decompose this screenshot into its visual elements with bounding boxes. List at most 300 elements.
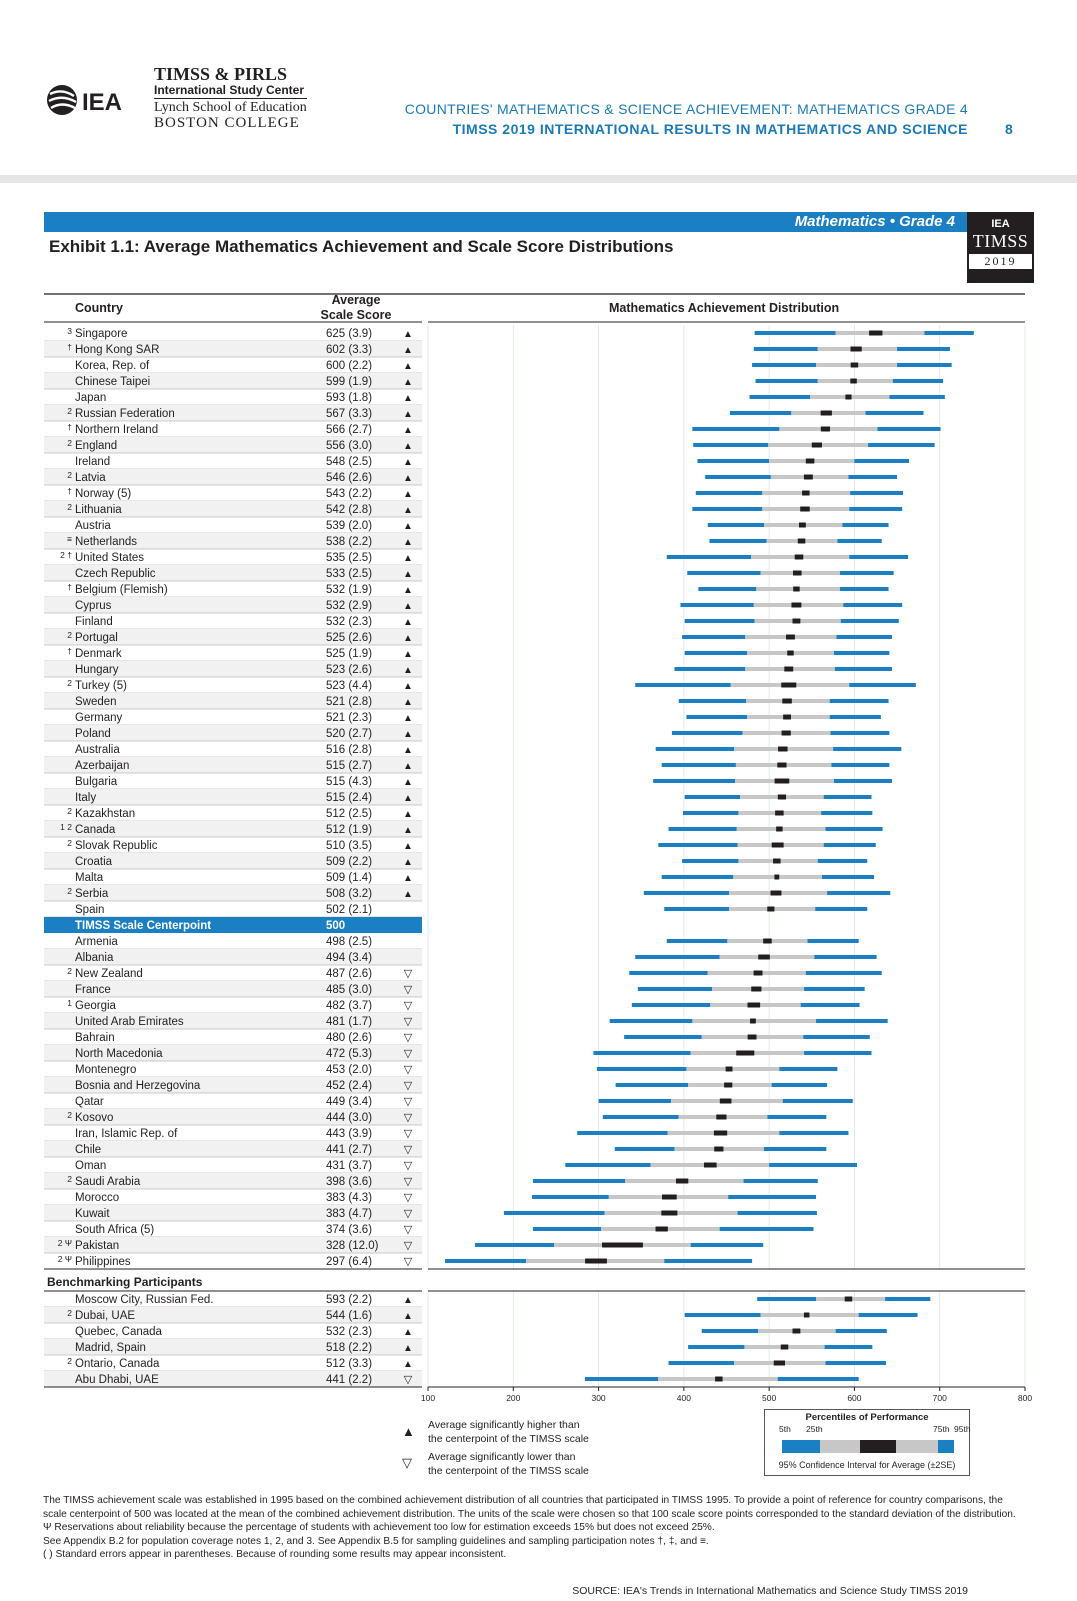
triangle-up-icon: ▲ — [403, 473, 413, 484]
bar-p5-p25 — [669, 1361, 735, 1365]
ci-average-marker — [869, 331, 882, 336]
x-tick-label: 400 — [676, 1393, 691, 1403]
average-header-line-2: Scale Score — [320, 308, 392, 322]
average-score: 533 (2.5) — [326, 568, 373, 580]
country-name: Morocco — [75, 1192, 120, 1204]
country-name: North Macedonia — [75, 1048, 163, 1060]
average-score: 542 (2.8) — [326, 504, 373, 516]
row-note: 2 — [67, 470, 72, 480]
bar-p5-p25 — [692, 427, 779, 431]
country-name: Denmark — [75, 648, 122, 660]
ci-average-marker — [784, 667, 793, 672]
average-score: 383 (4.7) — [326, 1208, 373, 1220]
bar-p5-p25 — [698, 587, 756, 591]
bar-p75-p95 — [816, 1019, 888, 1023]
bar-p75-p95 — [825, 827, 882, 831]
bar-p75-p95 — [767, 1115, 826, 1119]
row-note: † — [67, 582, 72, 592]
average-score: 502 (2.1) — [326, 904, 373, 916]
bar-p5-p25 — [656, 747, 734, 751]
triangle-up-icon: ▲ — [403, 649, 413, 660]
triangle-up-icon: ▲ — [403, 633, 413, 644]
footnotes — [43, 1494, 1028, 1562]
country-name: Netherlands — [75, 536, 138, 548]
legend-higher-line-2: the centerpoint of the TIMSS scale — [428, 1433, 589, 1445]
triangle-up-icon: ▲ — [403, 585, 413, 596]
bar-p5-p25 — [632, 1003, 710, 1007]
average-score: 444 (3.0) — [326, 1112, 373, 1124]
bar-p5-p25 — [532, 1195, 609, 1199]
triangle-up-icon: ▲ — [403, 457, 413, 468]
ci-average-marker — [758, 955, 770, 960]
triangle-up-icon: ▲ — [403, 1343, 413, 1354]
country-name: Malta — [75, 872, 104, 884]
triangle-down-icon: ▽ — [403, 1064, 413, 1076]
bar-p75-p95 — [849, 555, 908, 559]
key-title: Percentiles of Performance — [805, 1412, 929, 1423]
average-header-line-1: Average — [331, 293, 381, 307]
average-score: 508 (3.2) — [326, 888, 373, 900]
triangle-up-icon: ▲ — [403, 569, 413, 580]
row-note: 2 — [67, 1308, 72, 1318]
bar-p75-p95 — [835, 667, 892, 671]
bar-p75-p95 — [778, 1377, 859, 1381]
country-name: Lithuania — [75, 504, 122, 516]
average-score: 520 (2.7) — [326, 728, 373, 740]
triangle-up-icon: ▲ — [403, 857, 413, 868]
average-score: 498 (2.5) — [326, 936, 373, 948]
triangle-up-icon: ▲ — [403, 825, 413, 836]
page-number: 8 — [1005, 121, 1013, 137]
bar-p5-p25 — [687, 571, 760, 575]
triangle-down-icon: ▽ — [403, 1192, 413, 1204]
bar-p5-p25 — [680, 603, 753, 607]
bar-p75-p95 — [824, 843, 876, 847]
key-p5: 5th — [779, 1424, 791, 1434]
triangle-up-icon: ▲ — [403, 505, 413, 516]
bar-p5-p25 — [730, 411, 791, 415]
average-score: 512 (3.3) — [326, 1358, 373, 1370]
bar-p5-p25 — [674, 667, 745, 671]
average-score: 535 (2.5) — [326, 552, 373, 564]
triangle-up-icon: ▲ — [403, 521, 413, 532]
average-score: 512 (1.9) — [326, 824, 373, 836]
triangle-up-icon: ▲ — [403, 361, 413, 372]
ci-average-marker — [763, 939, 772, 944]
triangle-up-icon: ▲ — [403, 761, 413, 772]
triangle-up-icon: ▲ — [403, 809, 413, 820]
average-score: 625 (3.9) — [326, 328, 373, 340]
country-name: Quebec, Canada — [75, 1326, 162, 1338]
ci-average-marker — [806, 459, 815, 464]
logo-line-2: International Study Center — [154, 83, 307, 99]
triangle-up-icon: ▲ — [403, 729, 413, 740]
triangle-up-icon: ▲ — [403, 681, 413, 692]
bar-p75-p95 — [841, 619, 899, 623]
bar-p5-p25 — [669, 827, 737, 831]
bar-p5-p25 — [702, 1329, 758, 1333]
average-score: 516 (2.8) — [326, 744, 373, 756]
bar-p5-p25 — [752, 363, 816, 367]
triangle-up-icon: ▲ — [403, 553, 413, 564]
country-name: Cyprus — [75, 600, 112, 612]
key-blue-right — [938, 1440, 954, 1453]
triangle-down-icon: ▽ — [403, 1240, 413, 1252]
row-note: ≡ — [67, 534, 72, 544]
country-name: Kazakhstan — [75, 808, 136, 820]
ci-average-marker — [716, 1115, 726, 1120]
country-name: Slovak Republic — [75, 840, 158, 852]
ci-average-marker — [726, 1067, 733, 1072]
triangle-down-icon: ▽ — [403, 1160, 413, 1172]
x-tick-label: 300 — [591, 1393, 606, 1403]
average-score: 441 (2.7) — [326, 1144, 373, 1156]
bar-p75-p95 — [837, 635, 892, 639]
country-name: Spain — [75, 904, 105, 916]
ci-average-marker — [774, 875, 779, 880]
average-score: 556 (3.0) — [326, 440, 373, 452]
ci-average-marker — [787, 651, 793, 656]
ci-average-marker — [751, 987, 761, 992]
source-citation: SOURCE: IEA's Trends in International Mathematics and Science Study TIMSS 2019 — [572, 1585, 968, 1597]
triangle-down-icon: ▽ — [403, 1224, 413, 1236]
ci-average-marker — [736, 1051, 754, 1056]
country-name: Pakistan — [75, 1240, 120, 1252]
row-note: 2 — [67, 1356, 72, 1366]
bar-p5-p25 — [475, 1243, 554, 1247]
bar-p5-p25 — [615, 1147, 675, 1151]
country-name: Azerbaijan — [75, 760, 130, 772]
bar-p75-p95 — [840, 571, 894, 575]
bar-p5-p25 — [616, 1083, 688, 1087]
bar-p75-p95 — [720, 1227, 814, 1231]
row-note: 2 — [67, 678, 72, 688]
country-name: Belgium (Flemish) — [75, 584, 168, 596]
bar-p75-p95 — [801, 1003, 860, 1007]
ci-average-marker — [661, 1211, 677, 1216]
triangle-up-icon: ▲ — [403, 489, 413, 500]
row-note: 2 † — [60, 550, 72, 560]
legend-lower — [428, 1450, 589, 1478]
average-score: 297 (6.4) — [326, 1256, 373, 1268]
bar-p75-p95 — [764, 1147, 826, 1151]
bar-p75-p95 — [848, 475, 897, 479]
bar-p75-p95 — [866, 411, 924, 415]
country-name: France — [75, 984, 111, 996]
bar-p75-p95 — [837, 539, 881, 543]
bar-p5-p25 — [635, 955, 719, 959]
key-blue-left — [782, 1440, 820, 1453]
triangle-up-icon: ▲ — [403, 617, 413, 628]
key-p25: 25th — [806, 1424, 823, 1434]
average-score: 523 (4.4) — [326, 680, 373, 692]
country-name: Madrid, Spain — [75, 1342, 146, 1354]
average-score: 523 (2.6) — [326, 664, 373, 676]
average-score: 472 (5.3) — [326, 1048, 373, 1060]
ci-average-marker — [774, 1361, 785, 1366]
average-score: 532 (2.9) — [326, 600, 373, 612]
triangle-down-icon: ▽ — [403, 1016, 413, 1028]
bar-p5-p25 — [662, 875, 734, 879]
ci-average-marker — [778, 747, 788, 752]
row-note: 2 — [67, 502, 72, 512]
average-score: 480 (2.6) — [326, 1032, 373, 1044]
bar-p75-p95 — [769, 1163, 857, 1167]
legend-higher — [428, 1418, 589, 1446]
bar-p75-p95 — [843, 603, 902, 607]
bar-p5-p25 — [685, 1313, 761, 1317]
country-name: Turkey (5) — [75, 680, 127, 692]
country-name: Moscow City, Russian Fed. — [75, 1294, 214, 1306]
average-score: 543 (2.2) — [326, 488, 373, 500]
legend-lower-line-2: the centerpoint of the TIMSS scale — [428, 1465, 589, 1477]
bar-p5-p25 — [693, 443, 768, 447]
bar-p5-p25 — [696, 491, 763, 495]
country-name: Australia — [75, 744, 120, 756]
country-name: Montenegro — [75, 1064, 137, 1076]
bar-p75-p95 — [831, 731, 890, 735]
triangle-down-icon: ▽ — [403, 1208, 413, 1220]
row-note: 3 — [67, 326, 72, 336]
exhibit-title: Exhibit 1.1: Average Mathematics Achievement and Scale Score Distributions — [49, 237, 674, 256]
ci-average-marker — [791, 603, 801, 608]
country-name: United Arab Emirates — [75, 1016, 184, 1028]
country-name: New Zealand — [75, 968, 143, 980]
bar-p75-p95 — [833, 747, 901, 751]
triangle-up-icon: ▲ — [403, 425, 413, 436]
ci-average-marker — [812, 443, 822, 448]
triangle-down-icon: ▽ — [403, 968, 413, 980]
bar-p75-p95 — [830, 699, 889, 703]
average-score: 593 (2.2) — [326, 1294, 373, 1306]
ci-average-marker — [778, 795, 786, 800]
country-name: Hungary — [75, 664, 119, 676]
triangle-down-icon: ▽ — [403, 1256, 413, 1268]
triangle-up-icon: ▲ — [403, 777, 413, 788]
average-score: 525 (1.9) — [326, 648, 373, 660]
ci-average-marker — [782, 731, 791, 736]
average-score: 539 (2.0) — [326, 520, 373, 532]
ci-average-marker — [786, 635, 795, 640]
triangle-up-icon: ▲ — [403, 1327, 413, 1338]
country-name: Canada — [75, 824, 116, 836]
bar-p5-p25 — [533, 1179, 625, 1183]
country-name: Japan — [75, 392, 107, 404]
average-score: 593 (1.8) — [326, 392, 373, 404]
average-score: 567 (3.3) — [326, 408, 373, 420]
ci-average-marker — [714, 1147, 723, 1152]
ci-average-marker — [804, 475, 813, 480]
ci-average-marker — [714, 1131, 727, 1136]
triangle-down-icon: ▽ — [403, 1000, 413, 1012]
x-tick-label: 100 — [420, 1393, 436, 1403]
bar-p5-p25 — [688, 1345, 744, 1349]
bar-p75-p95 — [691, 1243, 763, 1247]
row-note: 2 — [67, 438, 72, 448]
row-note: 2 — [67, 886, 72, 896]
country-name: Armenia — [75, 936, 118, 948]
triangle-down-icon: ▽ — [403, 1032, 413, 1044]
header-section-title: COUNTRIES' MATHEMATICS & SCIENCE ACHIEVEMENT: MATHEMATICS GRADE 4 — [404, 101, 968, 117]
bar-p5-p25 — [664, 907, 729, 911]
average-score: 510 (3.5) — [326, 840, 373, 852]
bar-p5-p25 — [692, 507, 762, 511]
bar-p5-p25 — [658, 843, 737, 847]
country-name: Philippines — [75, 1256, 131, 1268]
bar-p75-p95 — [859, 1313, 918, 1317]
ci-average-marker — [804, 1313, 809, 1318]
ci-average-marker — [802, 491, 810, 496]
country-name: Ontario, Canada — [75, 1358, 160, 1370]
triangle-up-icon: ▲ — [403, 873, 413, 884]
bar-p75-p95 — [803, 1035, 870, 1039]
triangle-up-icon: ▲ — [403, 841, 413, 852]
bar-p75-p95 — [827, 891, 890, 895]
triangle-down-icon: ▽ — [403, 984, 413, 996]
logo-line-4: BOSTON COLLEGE — [154, 115, 300, 131]
triangle-down-icon: ▽ — [403, 1374, 413, 1386]
bar-p75-p95 — [877, 427, 940, 431]
country-name: Bahrain — [75, 1032, 115, 1044]
triangle-up-icon: ▲ — [403, 537, 413, 548]
ci-average-marker — [821, 427, 830, 432]
average-score: 481 (1.7) — [326, 1016, 373, 1028]
country-name: Portugal — [75, 632, 118, 644]
bar-p75-p95 — [783, 1099, 853, 1103]
bar-p75-p95 — [779, 1067, 837, 1071]
ci-average-marker — [845, 1297, 853, 1302]
bar-p5-p25 — [757, 1297, 816, 1301]
bar-p75-p95 — [834, 779, 892, 783]
country-name: Dubai, UAE — [75, 1310, 136, 1322]
logo-line-3: Lynch School of Education — [154, 100, 307, 115]
key-ci — [860, 1440, 896, 1453]
country-name: Bulgaria — [75, 776, 118, 788]
country-name: Singapore — [75, 328, 128, 340]
x-tick-label: 500 — [762, 1393, 777, 1403]
triangle-up-icon: ▲ — [403, 665, 413, 676]
bar-p75-p95 — [897, 347, 950, 351]
average-score: 431 (3.7) — [326, 1160, 373, 1172]
benchmark-heading: Benchmarking Participants — [47, 1275, 203, 1289]
country-column-header: Country — [75, 301, 123, 315]
country-name: South Africa (5) — [75, 1224, 155, 1236]
bar-p75-p95 — [924, 331, 973, 335]
ci-average-marker — [795, 555, 804, 560]
row-note: 2 Ψ — [57, 1238, 72, 1248]
average-score: 532 (2.3) — [326, 616, 373, 628]
ci-average-marker — [750, 1019, 756, 1024]
bar-p5-p25 — [672, 731, 743, 735]
ci-average-marker — [781, 1345, 789, 1350]
average-score: 452 (2.4) — [326, 1080, 373, 1092]
bar-p5-p25 — [685, 651, 747, 655]
ci-average-marker — [798, 539, 806, 544]
triangle-up-icon: ▲ — [403, 393, 413, 404]
bar-p75-p95 — [842, 523, 888, 527]
country-name: Austria — [75, 520, 111, 532]
x-tick-label: 800 — [1017, 1393, 1033, 1403]
bar-p75-p95 — [772, 1083, 827, 1087]
row-note: 2 — [67, 806, 72, 816]
average-score: 532 (1.9) — [326, 584, 373, 596]
row-note: 2 — [67, 406, 72, 416]
country-name: United States — [75, 552, 145, 564]
subject-grade-label: Mathematics • Grade 4 — [794, 213, 955, 230]
bar-p5-p25 — [635, 683, 731, 687]
bar-p75-p95 — [814, 955, 876, 959]
percentile-key — [764, 1409, 970, 1476]
bar-p5-p25 — [755, 379, 817, 383]
country-name: Qatar — [75, 1096, 104, 1108]
row-note: 2 — [67, 838, 72, 848]
average-score: 544 (1.6) — [326, 1310, 373, 1322]
average-score: 538 (2.2) — [326, 536, 373, 548]
average-score: 546 (2.6) — [326, 472, 373, 484]
footnote-appendix: See Appendix B.2 for population coverage notes 1, 2, and 3. See Appendix B.5 for sampling guidelines and sampling participation notes †, ‡, and ≡. — [43, 1535, 709, 1547]
badge-timss: TIMSS — [972, 231, 1029, 251]
average-score: 494 (3.4) — [326, 952, 373, 964]
bar-p5-p25 — [629, 971, 707, 975]
country-name: Bosnia and Herzegovina — [75, 1080, 201, 1092]
ci-average-marker — [771, 891, 782, 896]
bar-p5-p25 — [593, 1051, 690, 1055]
distribution-column-header: Mathematics Achievement Distribution — [609, 301, 840, 315]
country-name: Kosovo — [75, 1112, 114, 1124]
bar-p5-p25 — [585, 1377, 658, 1381]
triangle-up-icon: ▲ — [403, 697, 413, 708]
triangle-up-icon: ▲ — [403, 345, 413, 356]
ci-average-marker — [772, 843, 784, 848]
average-score: 515 (2.4) — [326, 792, 373, 804]
ci-average-marker — [662, 1195, 677, 1200]
ci-average-marker — [704, 1163, 717, 1168]
country-name: Northern Ireland — [75, 424, 159, 436]
country-name: Korea, Rep. of — [75, 360, 150, 372]
bar-p5-p25 — [610, 1019, 693, 1023]
row-note: 2 Ψ — [57, 1254, 72, 1264]
bar-p75-p95 — [834, 651, 889, 655]
bar-p5-p25 — [709, 539, 766, 543]
badge-iea: IEA — [991, 218, 1010, 230]
bar-p5-p25 — [445, 1259, 526, 1263]
country-name: Norway (5) — [75, 488, 132, 500]
bar-p5-p25 — [679, 699, 746, 703]
average-score: 525 (2.6) — [326, 632, 373, 644]
header-report-title: TIMSS 2019 INTERNATIONAL RESULTS IN MATHEMATICS AND SCIENCE — [452, 121, 968, 137]
row-note: † — [67, 422, 72, 432]
ci-average-marker — [782, 699, 792, 704]
country-name: Chinese Taipei — [75, 376, 151, 388]
average-score: 599 (1.9) — [326, 376, 373, 388]
country-name: Abu Dhabi, UAE — [75, 1374, 159, 1386]
triangle-down-icon: ▽ — [403, 1128, 413, 1140]
triangle-up-icon: ▲ — [403, 409, 413, 420]
country-name: Ireland — [75, 456, 111, 468]
ci-average-marker — [793, 619, 801, 624]
bar-p75-p95 — [831, 763, 889, 767]
country-name: Serbia — [75, 888, 109, 900]
key-ci-label: 95% Confidence Interval for Average (±2SE) — [778, 1460, 956, 1470]
bar-p5-p25 — [597, 1067, 687, 1071]
average-score: 521 (2.8) — [326, 696, 373, 708]
country-name: England — [75, 440, 118, 452]
ci-average-marker — [656, 1227, 668, 1232]
ci-average-marker — [747, 1003, 760, 1008]
bar-p5-p25 — [599, 1099, 671, 1103]
logo-line-1: TIMSS & PIRLS — [154, 64, 288, 84]
average-score: 374 (3.6) — [326, 1224, 373, 1236]
